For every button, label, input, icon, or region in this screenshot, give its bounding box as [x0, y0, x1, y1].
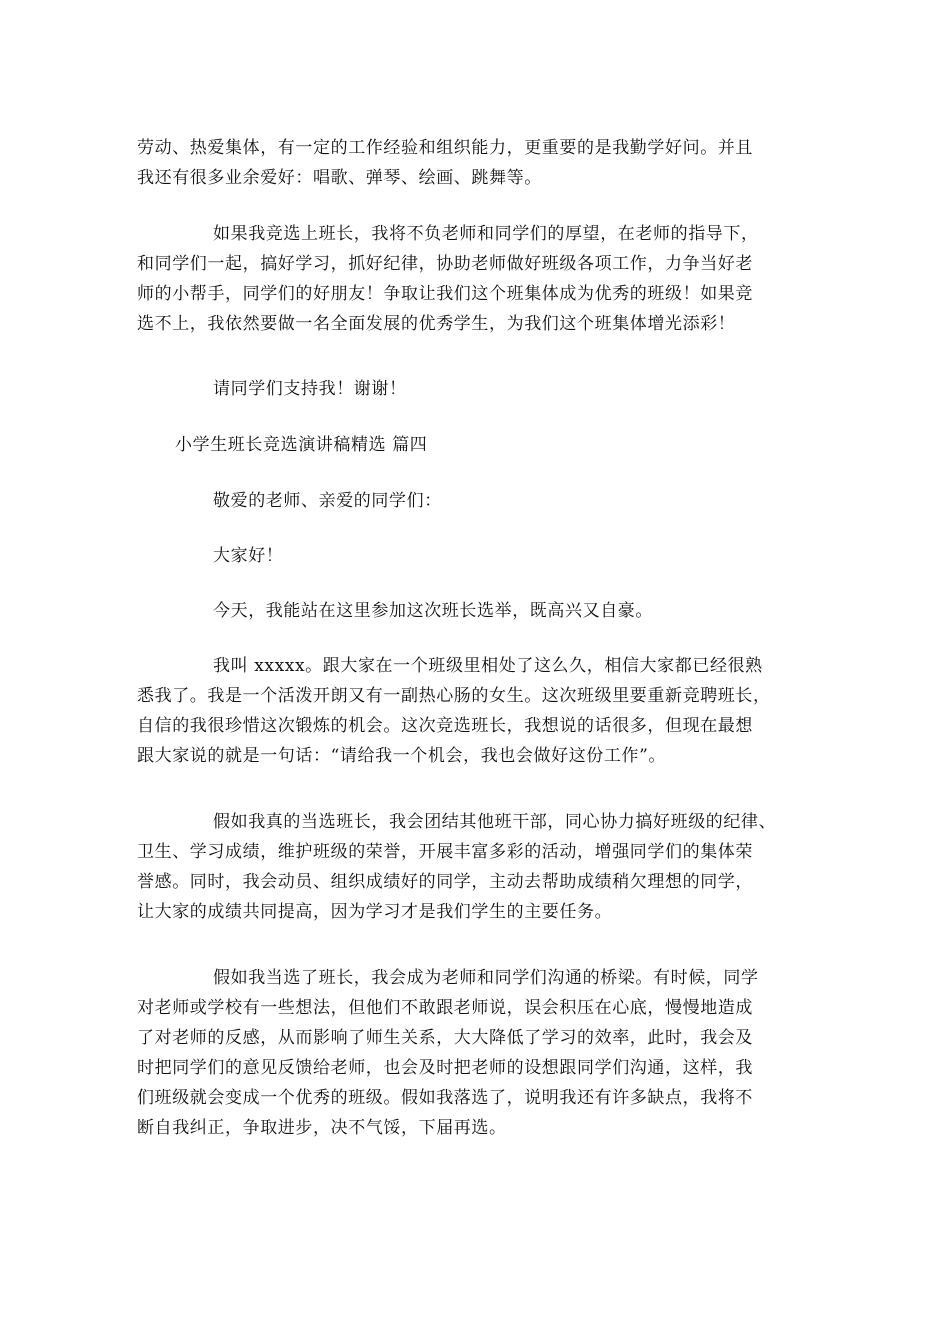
section-title — [137, 430, 827, 460]
paragraph-bridge — [137, 963, 827, 1143]
paragraph-line: 断自我纠正，争取进步，决不气馁，下届再选。 — [137, 1118, 507, 1138]
paragraph-if-elected — [137, 219, 827, 339]
paragraph-line: 誉感。同时，我会动员、组织成绩好的同学，主动去帮助成绩稍欠理想的同学， — [137, 872, 753, 892]
greeting-text: 敬爱的老师、亲爱的同学们： — [213, 491, 442, 511]
paragraph-line: 如果我竞选上班长，我将不负老师和同学们的厚望，在老师的指导下， — [213, 224, 759, 244]
paragraph-line: 让大家的成绩共同提高，因为学习才是我们学生的主要任务。 — [137, 902, 613, 922]
paragraph-line: 了对老师的反感，从而影响了师生关系，大大降低了学习的效率，此时，我会及 — [137, 1028, 753, 1048]
paragraph-line: 们班级就会变成一个优秀的班级。假如我落选了，说明我还有许多缺点，我将不 — [137, 1088, 753, 1108]
paragraph-support — [137, 374, 827, 404]
paragraph-line: 时把同学们的意见反馈给老师，也会及时把老师的设想跟同学们沟通，这样，我 — [137, 1058, 753, 1078]
paragraph-line: 卫生、学习成绩，维护班级的荣誉，开展丰富多彩的活动，增强同学们的集体荣 — [137, 842, 753, 862]
section-title-text: 小学生班长竞选演讲稿精选 篇四 — [175, 435, 428, 455]
paragraph-line: 我叫 xxxxx。跟大家在一个班级里相处了这么久，相信大家都已经很熟 — [213, 656, 763, 676]
paragraph-line: 对老师或学校有一些想法，但他们不敢跟老师说，误会积压在心底，慢慢地造成 — [137, 998, 753, 1018]
paragraph-line: 自信的我很珍惜这次锻炼的机会。这次竞选班长，我想说的话很多，但现在最想 — [137, 716, 753, 736]
paragraph-continuation — [137, 133, 827, 193]
greeting — [137, 486, 827, 516]
paragraph-line: 劳动、热爱集体，有一定的工作经验和组织能力，更重要的是我勤学好问。并且 — [137, 138, 753, 158]
paragraph-line: 跟大家说的就是一句话：“请给我一个机会，我也会做好这份工作”。 — [137, 746, 666, 766]
paragraph-line: 请同学们支持我！谢谢！ — [213, 379, 407, 399]
paragraph-line: 悉我了。我是一个活泼开朗又有一副热心肠的女生。这次班级里要重新竞聘班长， — [137, 686, 771, 706]
paragraph-today — [137, 596, 827, 626]
paragraph-line: 今天，我能站在这里参加这次班长选举，既高兴又自豪。 — [213, 601, 653, 621]
paragraph-line: 假如我当选了班长，我会成为老师和同学们沟通的桥梁。有时候，同学 — [213, 968, 759, 988]
paragraph-line: 选不上，我依然要做一名全面发展的优秀学生，为我们这个班集体增光添彩！ — [137, 314, 736, 334]
paragraph-line: 假如我真的当选班长，我会团结其他班干部，同心协力搞好班级的纪律、 — [213, 812, 777, 832]
paragraph-line: 和同学们一起，搞好学习，抓好纪律，协助老师做好班级各项工作，力争当好老 — [137, 254, 753, 274]
paragraph-introduction — [137, 651, 827, 771]
hello-text: 大家好！ — [213, 546, 284, 566]
paragraph-plan — [137, 807, 827, 927]
hello — [137, 541, 827, 571]
paragraph-line: 我还有很多业余爱好：唱歌、弹琴、绘画、跳舞等。 — [137, 168, 542, 188]
paragraph-line: 师的小帮手，同学们的好朋友！争取让我们这个班集体成为优秀的班级！如果竞 — [137, 284, 753, 304]
